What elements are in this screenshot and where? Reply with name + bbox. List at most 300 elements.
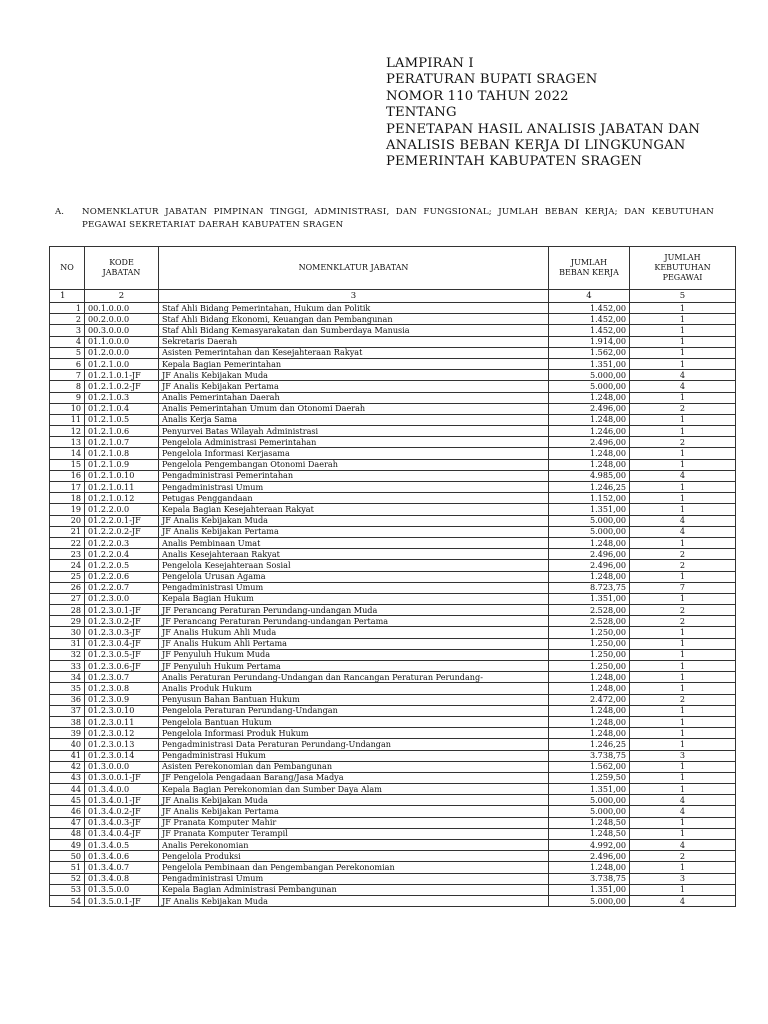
row-kebutuhan-pegawai: 1 xyxy=(630,828,736,839)
row-nomenklatur: Analis Kesejahteraan Rakyat xyxy=(159,549,549,560)
row-no: 22 xyxy=(50,537,85,548)
row-kode-jabatan: 01.2.2.0.0 xyxy=(85,504,159,515)
row-no: 50 xyxy=(50,851,85,862)
row-kode-jabatan: 01.2.1.0.8 xyxy=(85,448,159,459)
row-beban-kerja: 1.246,25 xyxy=(549,482,630,493)
row-nomenklatur: Asisten Perekonomian dan Pembangunan xyxy=(159,761,549,772)
row-kode-jabatan: 01.3.4.0.3-JF xyxy=(85,817,159,828)
row-beban-kerja: 5.000,00 xyxy=(549,795,630,806)
row-kode-jabatan: 01.2.3.0.2-JF xyxy=(85,616,159,627)
header-line-title-2: ANALISIS BEBAN KERJA DI LINGKUNGAN xyxy=(386,138,686,154)
row-nomenklatur: Kepala Bagian Administrasi Pembangunan xyxy=(159,884,549,895)
row-nomenklatur: Analis Kerja Sama xyxy=(159,414,549,425)
row-no: 43 xyxy=(50,772,85,783)
row-kebutuhan-pegawai: 1 xyxy=(630,571,736,582)
row-no: 3 xyxy=(50,325,85,336)
row-kode-jabatan: 01.2.2.0.6 xyxy=(85,571,159,582)
table-row xyxy=(50,515,736,526)
row-kebutuhan-pegawai: 4 xyxy=(630,470,736,481)
row-nomenklatur: Kepala Bagian Pemerintahan xyxy=(159,358,549,369)
section-letter: A. xyxy=(55,207,64,217)
row-kebutuhan-pegawai: 1 xyxy=(630,347,736,358)
row-no: 35 xyxy=(50,683,85,694)
header-kebutuhan-line-1: JUMLAH xyxy=(664,253,701,262)
table-row xyxy=(50,370,736,381)
table-row xyxy=(50,571,736,582)
column-number: 5 xyxy=(630,290,736,303)
row-no: 21 xyxy=(50,526,85,537)
row-kode-jabatan: 01.3.4.0.1-JF xyxy=(85,795,159,806)
row-nomenklatur: JF Analis Kebijakan Pertama xyxy=(159,526,549,537)
document-header xyxy=(386,56,700,171)
row-kebutuhan-pegawai: 1 xyxy=(630,459,736,470)
row-beban-kerja: 2.528,00 xyxy=(549,605,630,616)
row-beban-kerja: 8.723,75 xyxy=(549,582,630,593)
row-no: 7 xyxy=(50,370,85,381)
table-row xyxy=(50,795,736,806)
row-beban-kerja: 1.248,00 xyxy=(549,571,630,582)
row-beban-kerja: 2.496,00 xyxy=(549,851,630,862)
row-beban-kerja: 1.152,00 xyxy=(549,493,630,504)
row-kebutuhan-pegawai: 1 xyxy=(630,482,736,493)
header-kebutuhan-line-2: KEBUTUHAN xyxy=(654,263,711,272)
table-row xyxy=(50,459,736,470)
row-kebutuhan-pegawai: 1 xyxy=(630,716,736,727)
row-no: 46 xyxy=(50,806,85,817)
row-nomenklatur: JF Analis Hukum Ahli Pertama xyxy=(159,638,549,649)
row-kebutuhan-pegawai: 1 xyxy=(630,303,736,314)
table-row xyxy=(50,414,736,425)
row-beban-kerja: 3.738,75 xyxy=(549,873,630,884)
header-line-nomor: NOMOR 110 TAHUN 2022 xyxy=(386,88,569,104)
row-kebutuhan-pegawai: 1 xyxy=(630,392,736,403)
row-nomenklatur: Analis Perekonomian xyxy=(159,840,549,851)
row-no: 33 xyxy=(50,661,85,672)
row-beban-kerja: 1.250,00 xyxy=(549,661,630,672)
table-row xyxy=(50,325,736,336)
row-kode-jabatan: 01.3.5.0.0 xyxy=(85,884,159,895)
row-nomenklatur: Kepala Bagian Hukum xyxy=(159,593,549,604)
row-beban-kerja: 1.250,00 xyxy=(549,649,630,660)
row-no: 18 xyxy=(50,493,85,504)
row-beban-kerja: 1.562,00 xyxy=(549,347,630,358)
row-no: 41 xyxy=(50,750,85,761)
row-kode-jabatan: 01.2.3.0.13 xyxy=(85,739,159,750)
table-row xyxy=(50,895,736,906)
row-kebutuhan-pegawai: 7 xyxy=(630,582,736,593)
row-beban-kerja: 5.000,00 xyxy=(549,895,630,906)
header-line-title-1: PENETAPAN HASIL ANALISIS JABATAN DAN xyxy=(386,121,701,137)
row-kebutuhan-pegawai: 1 xyxy=(630,448,736,459)
row-kode-jabatan: 01.2.3.0.9 xyxy=(85,694,159,705)
row-kebutuhan-pegawai: 4 xyxy=(630,895,736,906)
row-no: 28 xyxy=(50,605,85,616)
header-kode-line-2: JABATAN xyxy=(102,268,141,277)
row-no: 26 xyxy=(50,582,85,593)
table-row xyxy=(50,638,736,649)
row-kebutuhan-pegawai: 2 xyxy=(630,616,736,627)
row-kebutuhan-pegawai: 1 xyxy=(630,728,736,739)
row-no: 36 xyxy=(50,694,85,705)
row-beban-kerja: 1.248,00 xyxy=(549,392,630,403)
row-kebutuhan-pegawai: 1 xyxy=(630,761,736,772)
row-nomenklatur: Pengadministrasi Umum xyxy=(159,873,549,884)
row-beban-kerja: 1.351,00 xyxy=(549,784,630,795)
row-nomenklatur: Pengelola Kesejahteraan Sosial xyxy=(159,560,549,571)
row-kode-jabatan: 00.3.0.0.0 xyxy=(85,325,159,336)
table-row xyxy=(50,784,736,795)
row-kode-jabatan: 01.3.4.0.7 xyxy=(85,862,159,873)
row-nomenklatur: Penyusun Bahan Bantuan Hukum xyxy=(159,694,549,705)
row-beban-kerja: 2.528,00 xyxy=(549,616,630,627)
row-beban-kerja: 2.496,00 xyxy=(549,560,630,571)
row-kebutuhan-pegawai: 1 xyxy=(630,705,736,716)
row-no: 13 xyxy=(50,437,85,448)
table-row xyxy=(50,728,736,739)
row-kebutuhan-pegawai: 4 xyxy=(630,795,736,806)
row-kebutuhan-pegawai: 1 xyxy=(630,649,736,660)
row-nomenklatur: Pengadministrasi Umum xyxy=(159,582,549,593)
table-row xyxy=(50,661,736,672)
row-kode-jabatan: 01.2.3.0.5-JF xyxy=(85,649,159,660)
row-kode-jabatan: 01.2.3.0.10 xyxy=(85,705,159,716)
row-no: 29 xyxy=(50,616,85,627)
table-row xyxy=(50,392,736,403)
row-beban-kerja: 1.248,00 xyxy=(549,862,630,873)
table-row xyxy=(50,403,736,414)
row-kebutuhan-pegawai: 1 xyxy=(630,493,736,504)
row-kode-jabatan: 01.2.1.0.12 xyxy=(85,493,159,504)
row-no: 44 xyxy=(50,784,85,795)
row-kode-jabatan: 01.3.5.0.1-JF xyxy=(85,895,159,906)
row-kode-jabatan: 01.2.3.0.8 xyxy=(85,683,159,694)
row-no: 31 xyxy=(50,638,85,649)
row-beban-kerja: 1.259,50 xyxy=(549,772,630,783)
row-no: 12 xyxy=(50,426,85,437)
row-nomenklatur: Pengelola Informasi Kerjasama xyxy=(159,448,549,459)
row-nomenklatur: JF Analis Kebijakan Muda xyxy=(159,370,549,381)
row-kebutuhan-pegawai: 2 xyxy=(630,437,736,448)
table-row xyxy=(50,314,736,325)
table-row xyxy=(50,560,736,571)
row-nomenklatur: Analis Produk Hukum xyxy=(159,683,549,694)
table-row xyxy=(50,750,736,761)
row-kebutuhan-pegawai: 1 xyxy=(630,784,736,795)
row-no: 11 xyxy=(50,414,85,425)
row-no: 10 xyxy=(50,403,85,414)
row-nomenklatur: Analis Peraturan Perundang-Undangan dan Rancangan Peraturan Perundang- xyxy=(159,672,549,683)
table-row xyxy=(50,716,736,727)
table-row xyxy=(50,470,736,481)
row-kode-jabatan: 01.3.0.0.1-JF xyxy=(85,772,159,783)
row-kebutuhan-pegawai: 1 xyxy=(630,672,736,683)
row-kebutuhan-pegawai: 2 xyxy=(630,694,736,705)
row-no: 14 xyxy=(50,448,85,459)
header-line-title-3: PEMERINTAH KABUPATEN SRAGEN xyxy=(386,154,643,170)
row-nomenklatur: Penyurvei Batas Wilayah Administrasi xyxy=(159,426,549,437)
row-kode-jabatan: 01.2.1.0.3 xyxy=(85,392,159,403)
header-line-tentang: TENTANG xyxy=(386,105,457,121)
row-no: 40 xyxy=(50,739,85,750)
row-nomenklatur: Pengelola Peraturan Perundang-Undangan xyxy=(159,705,549,716)
row-kode-jabatan: 01.2.1.0.2-JF xyxy=(85,381,159,392)
row-beban-kerja: 1.562,00 xyxy=(549,761,630,772)
row-kode-jabatan: 01.2.1.0.1-JF xyxy=(85,370,159,381)
row-kode-jabatan: 01.3.4.0.8 xyxy=(85,873,159,884)
row-kebutuhan-pegawai: 4 xyxy=(630,515,736,526)
row-no: 47 xyxy=(50,817,85,828)
row-nomenklatur: JF Penyuluh Hukum Pertama xyxy=(159,661,549,672)
row-kebutuhan-pegawai: 1 xyxy=(630,504,736,515)
row-nomenklatur: JF Pengelola Pengadaan Barang/Jasa Madya xyxy=(159,772,549,783)
row-kode-jabatan: 01.3.4.0.0 xyxy=(85,784,159,795)
row-no: 52 xyxy=(50,873,85,884)
row-kebutuhan-pegawai: 1 xyxy=(630,325,736,336)
header-kode-jabatan xyxy=(85,247,159,290)
row-no: 53 xyxy=(50,884,85,895)
row-kebutuhan-pegawai: 1 xyxy=(630,817,736,828)
header-beban-line-1: JUMLAH xyxy=(570,258,608,267)
table-row xyxy=(50,381,736,392)
table-row xyxy=(50,303,736,314)
table-row xyxy=(50,482,736,493)
row-no: 37 xyxy=(50,705,85,716)
table-row xyxy=(50,828,736,839)
table-row xyxy=(50,873,736,884)
row-kode-jabatan: 01.3.4.0.5 xyxy=(85,840,159,851)
row-beban-kerja: 1.351,00 xyxy=(549,593,630,604)
row-kode-jabatan: 01.2.3.0.11 xyxy=(85,716,159,727)
row-beban-kerja: 1.351,00 xyxy=(549,504,630,515)
row-kode-jabatan: 01.2.1.0.9 xyxy=(85,459,159,470)
row-beban-kerja: 2.496,00 xyxy=(549,549,630,560)
table-row xyxy=(50,817,736,828)
row-beban-kerja: 4.985,00 xyxy=(549,470,630,481)
row-beban-kerja: 1.452,00 xyxy=(549,325,630,336)
header-kebutuhan-line-3: PEGAWAI xyxy=(662,273,703,282)
row-no: 38 xyxy=(50,716,85,727)
row-no: 2 xyxy=(50,314,85,325)
row-kebutuhan-pegawai: 1 xyxy=(630,537,736,548)
column-number: 4 xyxy=(549,290,630,303)
row-kode-jabatan: 00.2.0.0.0 xyxy=(85,314,159,325)
row-kode-jabatan: 01.3.4.0.2-JF xyxy=(85,806,159,817)
row-kode-jabatan: 01.2.3.0.14 xyxy=(85,750,159,761)
row-no: 30 xyxy=(50,627,85,638)
header-nomenklatur: NOMENKLATUR JABATAN xyxy=(159,247,549,290)
row-kode-jabatan: 01.2.2.0.5 xyxy=(85,560,159,571)
table-row xyxy=(50,683,736,694)
table-row xyxy=(50,694,736,705)
row-beban-kerja: 1.248,00 xyxy=(549,672,630,683)
table-row xyxy=(50,705,736,716)
row-kode-jabatan: 00.1.0.0.0 xyxy=(85,303,159,314)
row-nomenklatur: Petugas Penggandaan xyxy=(159,493,549,504)
row-beban-kerja: 2.472,00 xyxy=(549,694,630,705)
jabatan-table xyxy=(49,246,736,907)
table-row xyxy=(50,347,736,358)
row-beban-kerja: 1.351,00 xyxy=(549,884,630,895)
table-row xyxy=(50,884,736,895)
table-row xyxy=(50,593,736,604)
row-beban-kerja: 1.351,00 xyxy=(549,358,630,369)
row-kode-jabatan: 01.3.0.0.0 xyxy=(85,761,159,772)
row-nomenklatur: JF Analis Kebijakan Muda xyxy=(159,895,549,906)
row-kode-jabatan: 01.3.4.0.6 xyxy=(85,851,159,862)
row-beban-kerja: 1.246,25 xyxy=(549,739,630,750)
row-beban-kerja: 2.496,00 xyxy=(549,437,630,448)
row-kebutuhan-pegawai: 1 xyxy=(630,593,736,604)
row-nomenklatur: JF Perancang Peraturan Perundang-undangan Muda xyxy=(159,605,549,616)
row-kebutuhan-pegawai: 3 xyxy=(630,750,736,761)
row-beban-kerja: 1.248,00 xyxy=(549,459,630,470)
column-number: 3 xyxy=(159,290,549,303)
row-no: 42 xyxy=(50,761,85,772)
row-no: 16 xyxy=(50,470,85,481)
row-nomenklatur: Analis Pemerintahan Umum dan Otonomi Daerah xyxy=(159,403,549,414)
row-kebutuhan-pegawai: 2 xyxy=(630,560,736,571)
table-row xyxy=(50,426,736,437)
row-nomenklatur: Pengelola Informasi Produk Hukum xyxy=(159,728,549,739)
table-row xyxy=(50,448,736,459)
header-beban-kerja xyxy=(549,247,630,290)
row-kebutuhan-pegawai: 4 xyxy=(630,806,736,817)
row-nomenklatur: JF Analis Kebijakan Pertama xyxy=(159,381,549,392)
row-beban-kerja: 1.248,00 xyxy=(549,683,630,694)
header-no: NO xyxy=(50,247,85,290)
row-nomenklatur: JF Penyuluh Hukum Muda xyxy=(159,649,549,660)
row-beban-kerja: 5.000,00 xyxy=(549,526,630,537)
row-nomenklatur: Pengelola Administrasi Pemerintahan xyxy=(159,437,549,448)
row-kebutuhan-pegawai: 4 xyxy=(630,370,736,381)
row-nomenklatur: Pengelola Bantuan Hukum xyxy=(159,716,549,727)
row-kebutuhan-pegawai: 2 xyxy=(630,403,736,414)
table-row xyxy=(50,627,736,638)
row-nomenklatur: Asisten Pemerintahan dan Kesejahteraan Rakyat xyxy=(159,347,549,358)
row-beban-kerja: 1.452,00 xyxy=(549,314,630,325)
row-beban-kerja: 1.248,00 xyxy=(549,448,630,459)
row-beban-kerja: 3.738,75 xyxy=(549,750,630,761)
row-beban-kerja: 5.000,00 xyxy=(549,370,630,381)
row-nomenklatur: Staf Ahli Bidang Kemasyarakatan dan Sumberdaya Manusia xyxy=(159,325,549,336)
row-kebutuhan-pegawai: 1 xyxy=(630,638,736,649)
row-kode-jabatan: 01.2.1.0.7 xyxy=(85,437,159,448)
row-kode-jabatan: 01.2.1.0.4 xyxy=(85,403,159,414)
row-beban-kerja: 1.248,00 xyxy=(549,716,630,727)
row-kode-jabatan: 01.2.2.0.4 xyxy=(85,549,159,560)
table-row xyxy=(50,582,736,593)
row-kode-jabatan: 01.1.0.0.0 xyxy=(85,336,159,347)
row-no: 25 xyxy=(50,571,85,582)
row-beban-kerja: 1.246,00 xyxy=(549,426,630,437)
table-row xyxy=(50,549,736,560)
table-row xyxy=(50,806,736,817)
row-no: 1 xyxy=(50,303,85,314)
row-no: 27 xyxy=(50,593,85,604)
row-beban-kerja: 5.000,00 xyxy=(549,806,630,817)
row-kebutuhan-pegawai: 4 xyxy=(630,526,736,537)
row-no: 19 xyxy=(50,504,85,515)
row-nomenklatur: Pengadministrasi Umum xyxy=(159,482,549,493)
row-beban-kerja: 1.248,50 xyxy=(549,817,630,828)
row-no: 45 xyxy=(50,795,85,806)
row-beban-kerja: 5.000,00 xyxy=(549,515,630,526)
column-number-row xyxy=(50,290,736,303)
row-kode-jabatan: 01.2.1.0.11 xyxy=(85,482,159,493)
row-no: 48 xyxy=(50,828,85,839)
row-kode-jabatan: 01.2.1.0.6 xyxy=(85,426,159,437)
table-row xyxy=(50,862,736,873)
row-kode-jabatan: 01.2.3.0.3-JF xyxy=(85,627,159,638)
header-kode-line-1: KODE xyxy=(109,258,134,267)
row-beban-kerja: 4.992,00 xyxy=(549,840,630,851)
row-nomenklatur: JF Analis Kebijakan Muda xyxy=(159,795,549,806)
column-number: 1 xyxy=(50,290,85,303)
row-kode-jabatan: 01.2.3.0.4-JF xyxy=(85,638,159,649)
row-no: 24 xyxy=(50,560,85,571)
table-row xyxy=(50,358,736,369)
row-nomenklatur: Kepala Bagian Perekonomian dan Sumber Daya Alam xyxy=(159,784,549,795)
table-row xyxy=(50,851,736,862)
table-row xyxy=(50,605,736,616)
row-kode-jabatan: 01.2.1.0.0 xyxy=(85,358,159,369)
row-kebutuhan-pegawai: 1 xyxy=(630,358,736,369)
row-kode-jabatan: 01.2.3.0.1-JF xyxy=(85,605,159,616)
row-kebutuhan-pegawai: 4 xyxy=(630,381,736,392)
row-kebutuhan-pegawai: 4 xyxy=(630,840,736,851)
table-row xyxy=(50,649,736,660)
row-kebutuhan-pegawai: 1 xyxy=(630,426,736,437)
table-row xyxy=(50,772,736,783)
row-beban-kerja: 1.248,00 xyxy=(549,728,630,739)
row-kode-jabatan: 01.2.3.0.0 xyxy=(85,593,159,604)
row-nomenklatur: JF Analis Hukum Ahli Muda xyxy=(159,627,549,638)
row-kebutuhan-pegawai: 1 xyxy=(630,772,736,783)
row-nomenklatur: Pengadministrasi Data Peraturan Perundang-Undangan xyxy=(159,739,549,750)
row-kebutuhan-pegawai: 1 xyxy=(630,862,736,873)
row-kebutuhan-pegawai: 1 xyxy=(630,314,736,325)
row-nomenklatur: Analis Pembinaan Umat xyxy=(159,537,549,548)
row-kebutuhan-pegawai: 1 xyxy=(630,739,736,750)
row-kode-jabatan: 01.2.0.0.0 xyxy=(85,347,159,358)
row-kode-jabatan: 01.2.2.0.3 xyxy=(85,537,159,548)
row-kebutuhan-pegawai: 1 xyxy=(630,683,736,694)
row-kode-jabatan: 01.2.2.0.1-JF xyxy=(85,515,159,526)
row-nomenklatur: JF Perancang Peraturan Perundang-undangan Pertama xyxy=(159,616,549,627)
row-nomenklatur: Kepala Bagian Kesejahteraan Rakyat xyxy=(159,504,549,515)
row-nomenklatur: Pengadministrasi Pemerintahan xyxy=(159,470,549,481)
table-row xyxy=(50,739,736,750)
row-kode-jabatan: 01.2.2.0.7 xyxy=(85,582,159,593)
table-row xyxy=(50,504,736,515)
row-nomenklatur: JF Pranata Komputer Terampil xyxy=(159,828,549,839)
row-kebutuhan-pegawai: 2 xyxy=(630,605,736,616)
row-beban-kerja: 2.496,00 xyxy=(549,403,630,414)
row-beban-kerja: 1.248,50 xyxy=(549,828,630,839)
row-kebutuhan-pegawai: 2 xyxy=(630,549,736,560)
table-row xyxy=(50,616,736,627)
row-no: 23 xyxy=(50,549,85,560)
row-kebutuhan-pegawai: 3 xyxy=(630,873,736,884)
row-nomenklatur: JF Pranata Komputer Mahir xyxy=(159,817,549,828)
table-row xyxy=(50,526,736,537)
row-no: 8 xyxy=(50,381,85,392)
row-nomenklatur: Pengelola Pembinaan dan Pengembangan Perekonomian xyxy=(159,862,549,873)
row-beban-kerja: 1.248,00 xyxy=(549,414,630,425)
row-kebutuhan-pegawai: 1 xyxy=(630,884,736,895)
table-row xyxy=(50,761,736,772)
table-body xyxy=(50,303,736,907)
